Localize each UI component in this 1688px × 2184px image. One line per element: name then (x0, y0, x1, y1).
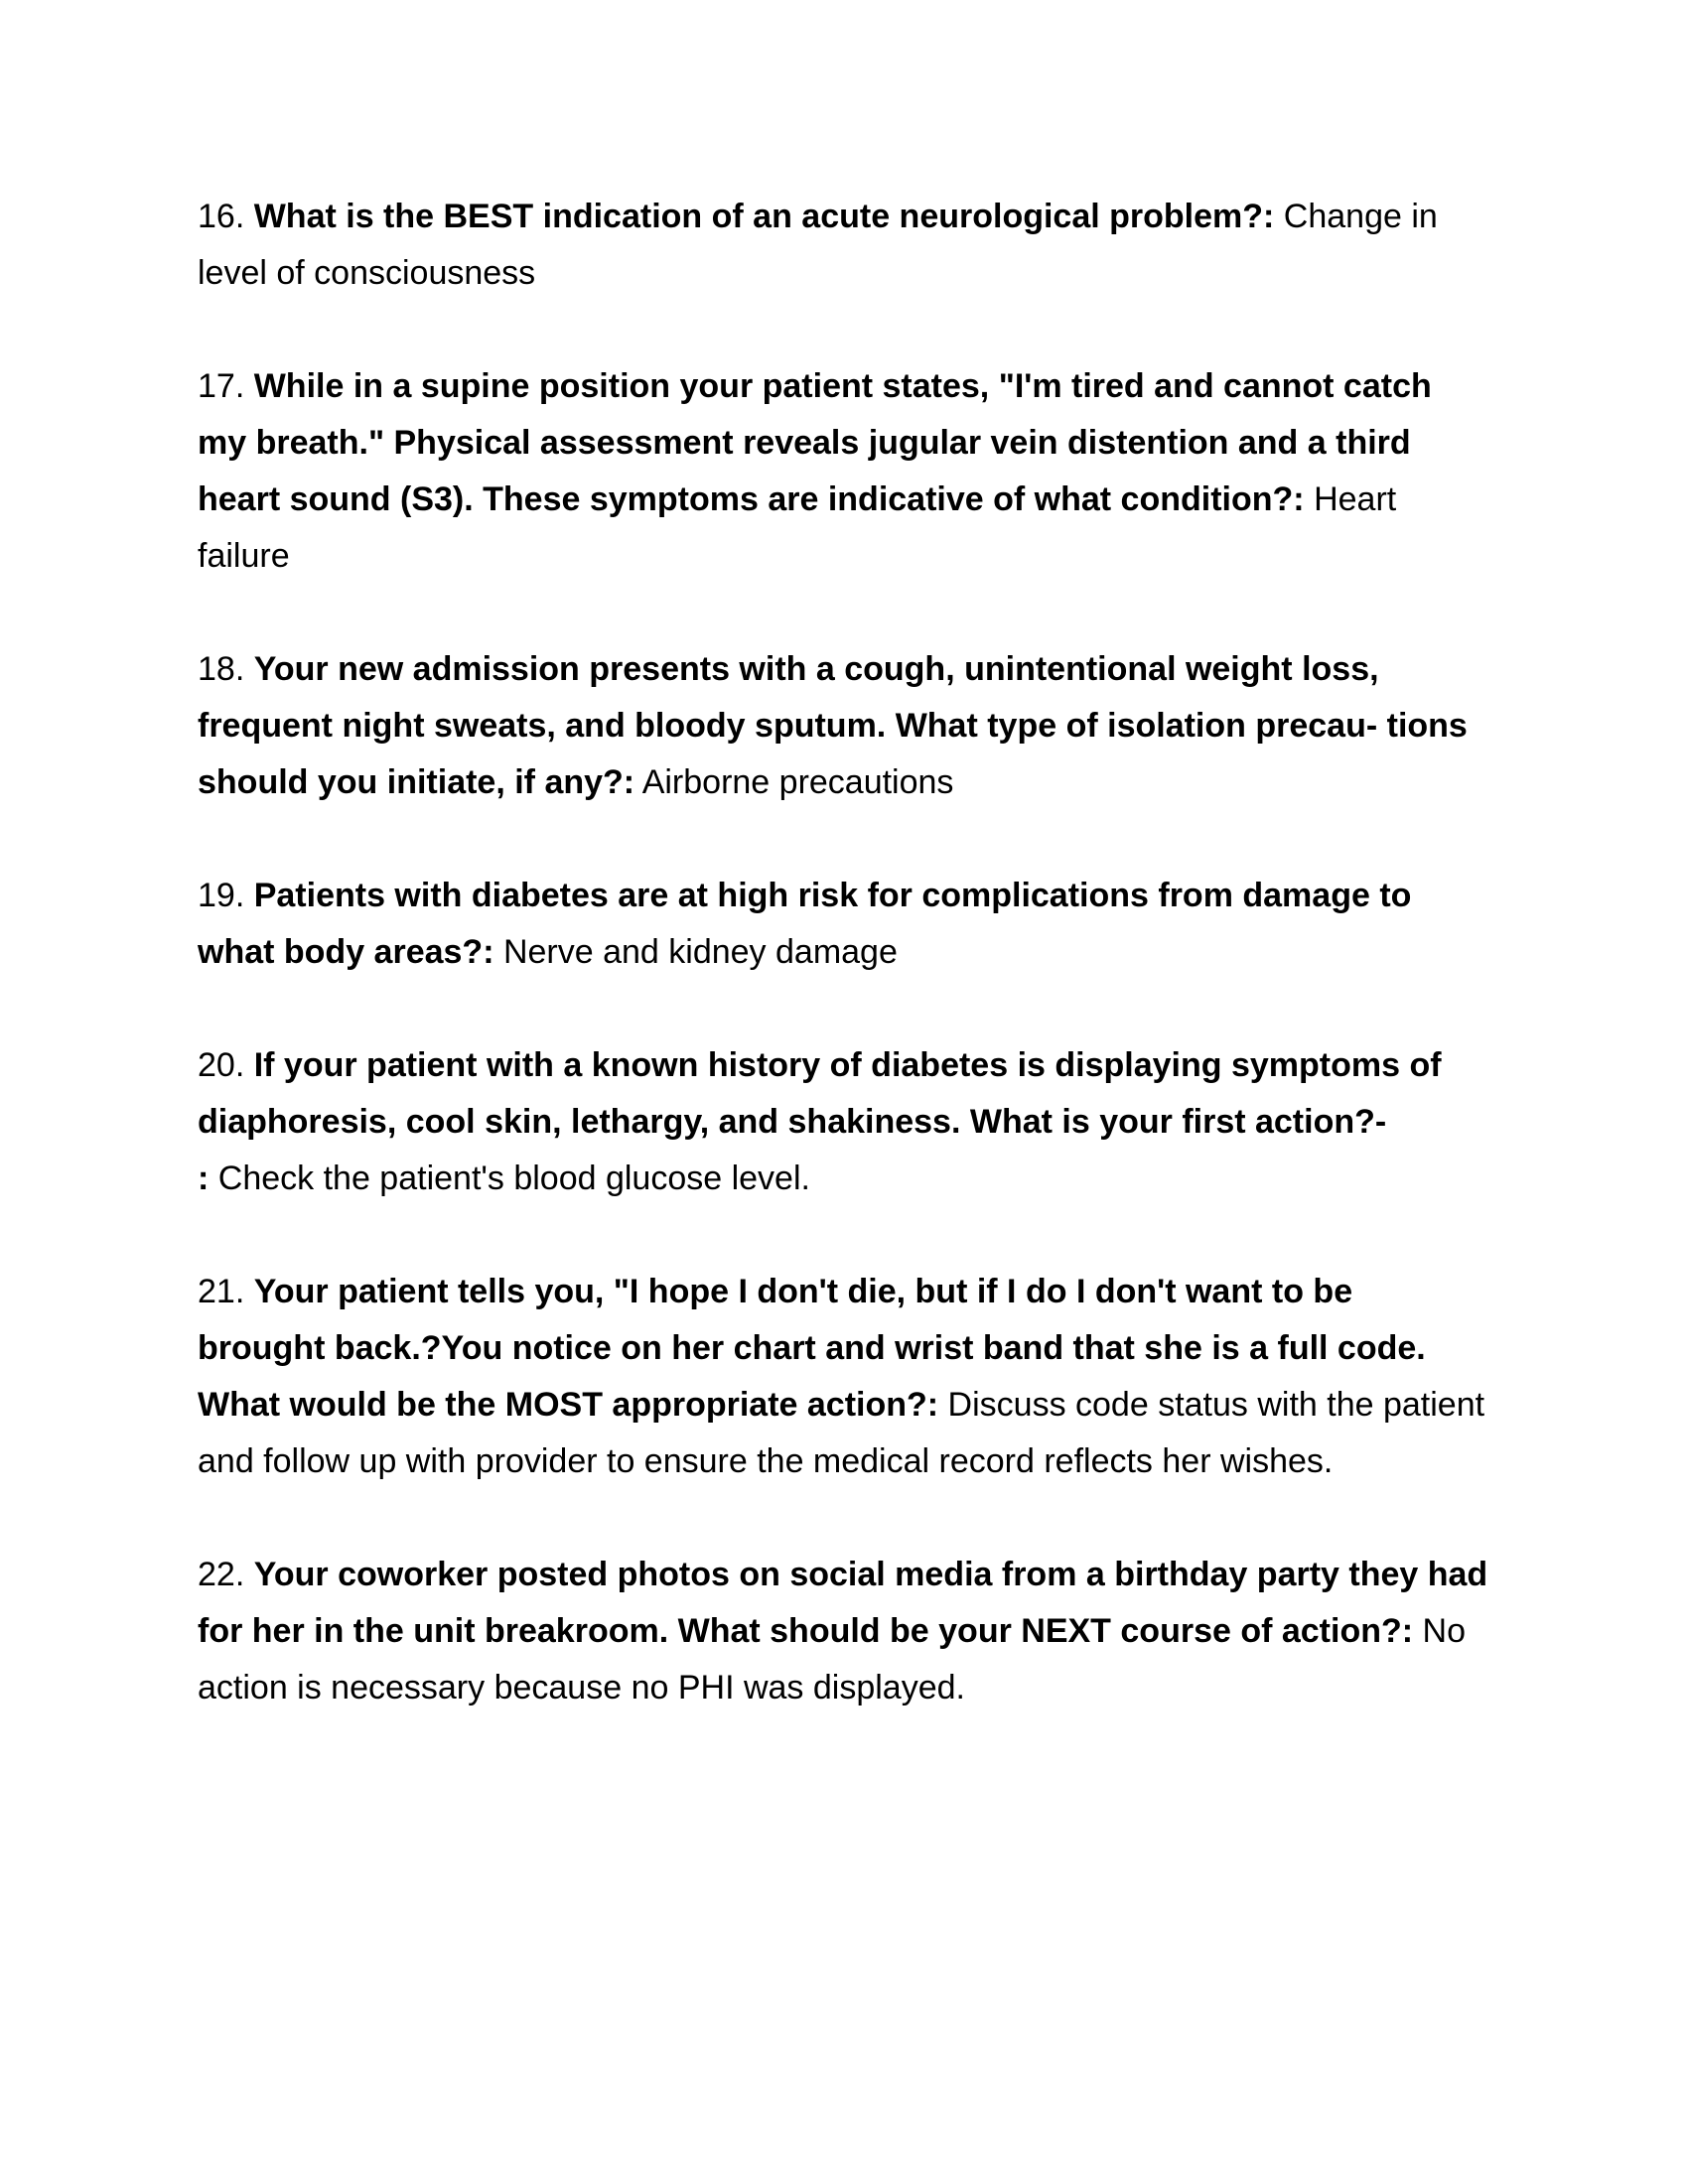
item-number: 21. (198, 1273, 254, 1310)
document-page (198, 189, 1488, 1773)
question-text: Your patient tells you, "I hope I don't die, but if I do I don't want to be brought back.?You notice on her chart and wrist band that she is a full code. What would be the MOST appropriate action?: (198, 1273, 1426, 1424)
question-text: While in a supine position your patient states, "I'm tired and cannot catch my breath." Physical assessment reveals jugular vein distention and a third heart sound (S3). These symptoms are indicative of what condition?: (198, 367, 1432, 518)
item-number: 19. (198, 877, 254, 914)
qa-item-20 (198, 1037, 1488, 1207)
qa-item-18 (198, 641, 1488, 811)
question-text: What is the BEST indication of an acute neurological problem?: (253, 198, 1275, 235)
qa-item-19 (198, 868, 1488, 981)
question-text: Your coworker posted photos on social media from a birthday party they had for her in the unit breakroom. What should be your NEXT course of action?: (198, 1556, 1488, 1650)
answer-line (198, 1151, 1488, 1207)
item-number: 18. (198, 650, 254, 688)
question-text: Patients with diabetes are at high risk for complications from damage to what body areas?: (198, 877, 1412, 971)
item-number: 22. (198, 1556, 254, 1593)
answer-text: Check the patient's blood glucose level. (209, 1160, 810, 1197)
item-number: 20. (198, 1046, 254, 1084)
answer-text: Discuss code status with the patient and follow up with provider to ensure the medical record reflects her wishes. (198, 1386, 1485, 1480)
item-number: 16. (198, 198, 254, 235)
answer-text: No action is necessary because no PHI was displayed. (198, 1612, 1467, 1706)
answer-text: Airborne precautions (634, 763, 954, 801)
item-number: 17. (198, 367, 254, 405)
qa-item-22 (198, 1547, 1488, 1716)
answer-text: Heart failure (198, 480, 1397, 575)
qa-item-17 (198, 358, 1488, 585)
qa-item-16 (198, 189, 1488, 302)
question-text: If your patient with a known history of diabetes is displaying symptoms of diaphoresis, cool skin, lethargy, and shakiness. What is your first action?- (198, 1046, 1442, 1141)
answer-text: Nerve and kidney damage (493, 933, 898, 971)
qa-item-21 (198, 1264, 1488, 1490)
question-tail: : (198, 1160, 210, 1197)
question-text: Your new admission presents with a cough, unintentional weight loss, frequent night sweats, and bloody sputum. What type of isolation precau- tions should you initiate, if any?: (198, 650, 1468, 801)
answer-text: Change in level of consciousness (198, 198, 1438, 292)
